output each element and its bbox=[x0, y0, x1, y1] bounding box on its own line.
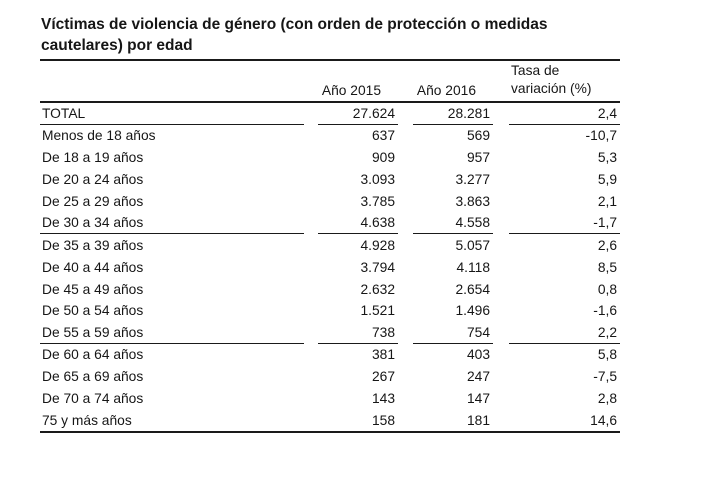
row-label: De 18 a 19 años bbox=[42, 150, 144, 166]
value-variation-rate: 5,8 bbox=[597, 347, 617, 363]
value-2015: 738 bbox=[318, 322, 398, 344]
value-variation-rate: 2,4 bbox=[509, 103, 620, 125]
table-row bbox=[40, 147, 620, 169]
column-header-variation-rate bbox=[509, 62, 620, 101]
table-row bbox=[40, 103, 620, 125]
value-2015: 2.632 bbox=[360, 281, 395, 297]
row-label: De 35 a 39 años bbox=[42, 237, 144, 253]
row-label: De 70 a 74 años bbox=[42, 391, 144, 407]
row-label: De 55 a 59 años bbox=[40, 322, 304, 344]
value-variation-rate: -1,6 bbox=[593, 303, 617, 319]
column-gap bbox=[304, 98, 318, 101]
table-row bbox=[40, 278, 620, 300]
row-label-header bbox=[40, 98, 304, 101]
table-row bbox=[40, 234, 620, 256]
column-header-variation-line2: variación (%) bbox=[511, 81, 592, 96]
table-row bbox=[40, 366, 620, 388]
value-2015: 3.785 bbox=[360, 194, 395, 209]
table-row bbox=[40, 169, 620, 191]
row-label: De 40 a 44 años bbox=[42, 259, 144, 275]
column-header-variation-line1: Tasa de bbox=[511, 63, 560, 78]
value-variation-rate: -10,7 bbox=[585, 128, 617, 144]
column-gap bbox=[493, 98, 509, 101]
table-header-row bbox=[40, 61, 620, 103]
page-title: Víctimas de violencia de género (con orden de protección o medidas cautelares) por edad bbox=[41, 16, 548, 54]
value-2016: 247 bbox=[466, 369, 490, 385]
value-2015: 267 bbox=[371, 369, 395, 385]
value-variation-rate: 2,1 bbox=[597, 194, 617, 209]
value-2016: 1.496 bbox=[455, 303, 490, 319]
value-2015: 4.928 bbox=[360, 237, 395, 253]
value-2015: 3.794 bbox=[360, 259, 395, 275]
row-label: 75 y más años bbox=[42, 412, 132, 428]
value-variation-rate: -1,7 bbox=[509, 212, 620, 234]
row-label: De 25 a 29 años bbox=[42, 194, 144, 209]
row-label: De 20 a 24 años bbox=[42, 172, 144, 188]
row-label: De 30 a 34 años bbox=[40, 212, 304, 234]
value-2016: 2.654 bbox=[455, 281, 490, 297]
value-2015: 909 bbox=[371, 150, 395, 166]
value-2015: 637 bbox=[371, 128, 395, 144]
table-row bbox=[40, 322, 620, 344]
value-2015: 1.521 bbox=[360, 303, 395, 319]
table-body bbox=[40, 103, 620, 433]
table-row bbox=[40, 344, 620, 366]
row-label: Menos de 18 años bbox=[42, 128, 156, 144]
column-header-year-2015: Año 2015 bbox=[321, 83, 381, 98]
value-variation-rate: 0,8 bbox=[597, 281, 617, 297]
row-label: TOTAL bbox=[40, 103, 304, 125]
row-label: De 50 a 54 años bbox=[42, 303, 144, 319]
table-row bbox=[40, 300, 620, 322]
value-2016: 569 bbox=[466, 128, 490, 144]
value-2015: 381 bbox=[371, 347, 395, 363]
value-variation-rate: 2,6 bbox=[597, 237, 617, 253]
value-2016: 3.277 bbox=[455, 172, 490, 188]
table-row bbox=[40, 388, 620, 410]
value-2016: 957 bbox=[466, 150, 490, 166]
value-variation-rate: 14,6 bbox=[590, 412, 617, 428]
value-2016: 5.057 bbox=[455, 237, 490, 253]
column-gap bbox=[398, 98, 413, 101]
table-row bbox=[40, 256, 620, 278]
row-label: De 45 a 49 años bbox=[42, 281, 144, 297]
table-row bbox=[40, 409, 620, 431]
table-row bbox=[40, 212, 620, 234]
value-variation-rate: 8,5 bbox=[597, 259, 617, 275]
value-variation-rate: 5,9 bbox=[597, 172, 617, 188]
value-2016: 754 bbox=[413, 322, 493, 344]
column-header-year-2016: Año 2016 bbox=[416, 83, 476, 98]
table-row bbox=[40, 125, 620, 147]
value-2016: 4.118 bbox=[456, 259, 490, 275]
value-2016: 3.863 bbox=[455, 194, 490, 209]
value-variation-rate: 2,8 bbox=[597, 391, 617, 407]
value-2015: 4.638 bbox=[318, 212, 398, 234]
value-variation-rate: -7,5 bbox=[593, 369, 617, 385]
row-label: De 60 a 64 años bbox=[42, 347, 144, 363]
value-2015: 27.624 bbox=[318, 103, 398, 125]
row-label: De 65 a 69 años bbox=[42, 369, 144, 385]
statistics-table bbox=[40, 59, 620, 433]
value-2015: 158 bbox=[371, 412, 395, 428]
value-2015: 3.093 bbox=[360, 172, 395, 188]
value-2015: 143 bbox=[371, 391, 395, 407]
value-2016: 147 bbox=[466, 391, 490, 407]
value-2016: 181 bbox=[466, 412, 490, 428]
table-row bbox=[40, 191, 620, 213]
value-variation-rate: 5,3 bbox=[597, 150, 617, 166]
value-2016: 403 bbox=[466, 347, 490, 363]
value-variation-rate: 2,2 bbox=[509, 322, 620, 344]
value-2016: 4.558 bbox=[413, 212, 493, 234]
value-2016: 28.281 bbox=[413, 103, 493, 125]
